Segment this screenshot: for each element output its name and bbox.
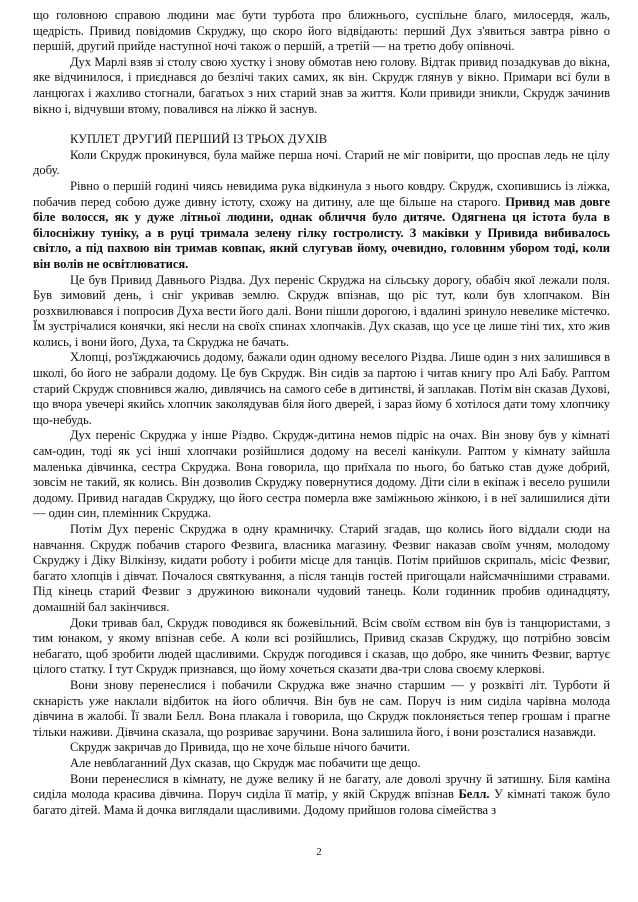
body-paragraph [33,55,610,117]
text-run: Потім Дух переніс Скруджа в одну крамничку. Старий згадав, що колись його віддали сюди на навчання. Скрудж побачив старого Фезвига, власника магазину. Фезвиг наказав своїм учням, молодому Скруджу і Діку Вілкінзу, кидати роботу і робити місце для танців. Потім прийшов скрипаль, місіс Фезвиг, багато хлопців і дівчат. Почалося святкування, а після танців гостей пригощали найсмачнішими стравами. Під кінець старий Фезвиг з дружиною виконали чудовий танець. Коли годинник пробив одинадцяту, домашній бал закінчився. [33,522,610,614]
body-paragraph [33,616,610,678]
text-run: Дух Марлі взяв зі столу свою хустку і знову обмотав нею голову. Відтак привид позадкував до вікна, яке відчинилося, і приєднався до безлічі таких самих, як він. Скрудж глянув у вікно. Примари всі були в ланцюгах і жахливо стогнали, багатьох з них старий знав за життя. Коли привиди зникли, Скрудж зачинив вікно і, відчувши втому, повалився на ліжко й заснув. [33,54,610,116]
text-run: Рівно о першій годині чиясь невидима рука відкинула з нього ковдру. Скрудж, схопившись із ліжка, побачив перед собою дуже дивну істоту, схожу на дитину, але ще більше на старого. [33,178,610,209]
text-run: Дух переніс Скруджа у інше Різдво. Скрудж-дитина немов підріс на очах. Він знову був у кімнаті сам-один, тоді як усі інші хлопчаки розійшлися додому на веселі канікули. Раптом у кімнату зайшла маленька дівчинка, сестра Скруджа. Вона говорила, що приїхала по нього, бо батько став дуже добрий, зовсім не такий, як колись. Він дозволив Скруджу повернутися додому. Діти сіли в екіпаж і весело рушили додому. Привид нагадав Скруджу, що його сестра померла вже заміжньою жінкою, і в неї залишилися діти — один син, племінник Скруджа. [33,428,610,521]
body-paragraph [33,756,610,772]
text-run: що головною справою людини має бути турбота про ближнього, суспільне благо, милосердя, жаль, щедрість. Привид повідомив Скруджу, що скоро його відвідають: перший Дух з'явиться завтра рівно о першій, другий прийде наступної ночі також о першій, а третій — на третю добу опівночі. [33,8,610,54]
body-paragraph [33,428,610,522]
bold-text-run: Белл. [458,787,490,802]
page-number: 2 [316,846,322,858]
text-run: Хлопці, роз'їжджаючись додому, бажали один одному веселого Різдва. Лише один з них залишився в школі, бо його не забрали додому. Це був Скрудж. Він сидів за партою і читав книгу про Алі Бабу. Раптом старий Скрудж сповнився жалю, дивлячись на самого себе в дитинстві, й заплакав. Потім він сказав Духові, що вчора увечері якийсь хлопчик заколядував біля його дверей, і зараз йому б хотілося дати тому хлопчику що-небудь. [33,350,610,427]
text-run: Доки тривав бал, Скрудж поводився як божевільний. Всім своїм єством він був із танцюристами, з тим юнаком, у якому впізнав себе. А коли всі розійшлись, Привид сказав Скруджу, що потрібно зовсім небагато, щоб зробити людей щасливими. Скрудж погодився і сказав, що добро, яке чинить Фезвиг, вартує цілого статку. І тут Скрудж признався, що йому хочеться сказати два-три слова своєму клеркові. [33,615,610,677]
body-paragraph [33,8,610,55]
text-run: Коли Скрудж прокинувся, була майже перша ночі. Старий не міг повірити, що проспав ледь не цілу добу. [33,147,610,178]
text-run: У кімнаті також було багато дітей. Мама й дочка виглядали щасливими. Додому прийшов голова сімейства з [33,787,610,817]
body-paragraph [33,740,610,756]
bold-text-run: Привид мав довге біле волосся, як у дуже літньої людини, однак обличчя було дитяче. Одягнена ця істота була в білосніжну туніку, а в руці тримала зелену гілку гостролисту. З маківки у Привида вибивалось світло, а під пахвою він тримав ковпак, який слугував йому, очевидно, головним убором тоді, коли він волів не освітлюватися. [33,194,610,271]
body-paragraph [33,350,610,428]
body-paragraph [33,273,610,351]
document-page [33,8,610,818]
body-paragraph [33,772,610,819]
body-paragraph [33,179,610,273]
section-heading [33,132,610,148]
body-paragraph [33,148,610,179]
body-paragraph [33,678,610,740]
text-run: Скрудж закричав до Привида, що не хоче більше нічого бачити. [70,740,411,755]
text-run: Вони перенеслися в кімнату, не дуже велику й не багату, але доволі зручну й затишну. Біля каміна сиділа молода красива дівчина. Поруч сиділа її матір, у якій Скрудж впізнав [33,771,610,802]
text-run: Це був Привид Давнього Різдва. Дух переніс Скруджа на сільську дорогу, обабіч якої лежали поля. Був зимовий день, і сніг укривав землю. Скрудж впізнав, що ріс тут, коли був хлопчаком. Він розхвилювався і попросив Духа вести його далі. Вони пішли дорогою, і вдалині зринуло невелике містечко. Їм зустрічалися конячки, які несли на своїх спинах хлопчаків. Дух сказав, що усе це лише тіні тих, хто жив колись, і вони його, Духа, та Скруджа не бачать. [33,272,610,349]
body-paragraph [33,522,610,616]
text-run: КУПЛЕТ ДРУГИЙ ПЕРШИЙ ІЗ ТРЬОХ ДУХІВ [70,132,328,147]
text-run: Вони знову перенеслися і побачили Скруджа вже значно старшим — у розквіті літ. Турботи й скнарість уже наклали відбиток на його обличчя. Він був не сам. Поруч із ним сиділа чарівна молода дівчина в жалобі. Її звали Белл. Вона плакала і говорила, що Скрудж поклоняється тепер грошам і прагне тільки наживи. Дівчина сказала, що розриває заручини. Вона залишила його, і вони розсталися назавжди. [33,677,610,739]
text-run: Але невблаганний Дух сказав, що Скрудж має побачити ще дещо. [70,755,421,770]
